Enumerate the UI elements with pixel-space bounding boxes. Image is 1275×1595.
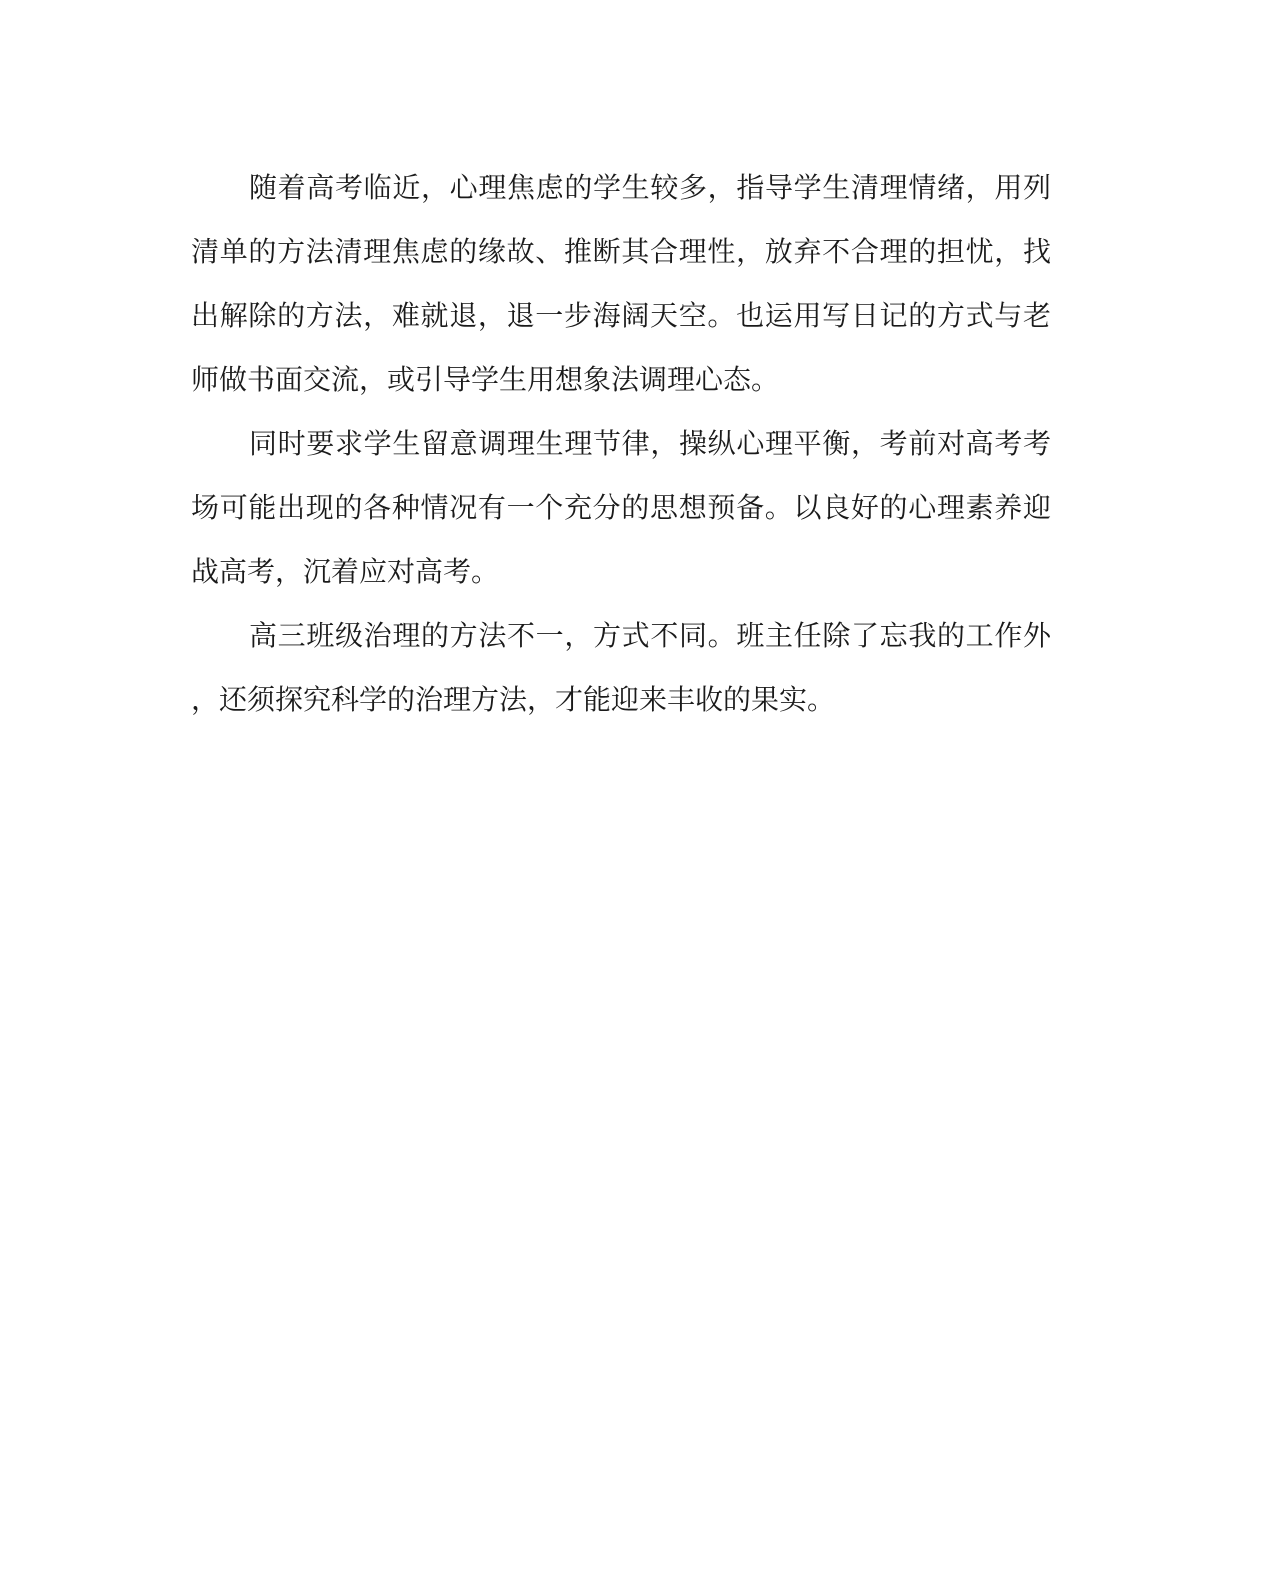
paragraph-line: 清单的方法清理焦虑的缘故、推断其合理性，放弃不合理的担忧，找 (191, 235, 1051, 268)
paragraph-line: 出解除的方法，难就退，退一步海阔天空。也运用写日记的方式与老 (191, 299, 1051, 332)
document-body (191, 162, 1051, 738)
paragraph-line: ，还须探究科学的治理方法，才能迎来丰收的果实。 (191, 683, 836, 716)
paragraph-line: 同时要求学生留意调理生理节律，操纵心理平衡，考前对高考考 (249, 427, 1051, 460)
paragraph-line: 高三班级治理的方法不一，方式不同。班主任除了忘我的工作外 (249, 619, 1051, 652)
paragraph-line: 师做书面交流，或引导学生用想象法调理心态。 (191, 363, 780, 396)
paragraph-1 (191, 162, 1051, 418)
paragraph-3 (191, 610, 1051, 738)
paragraph-line: 战高考，沉着应对高考。 (191, 555, 500, 588)
paragraph-line: 随着高考临近，心理焦虑的学生较多，指导学生清理情绪，用列 (249, 171, 1051, 204)
paragraph-2 (191, 418, 1051, 610)
paragraph-line: 场可能出现的各种情况有一个充分的思想预备。以良好的心理素养迎 (191, 491, 1051, 524)
